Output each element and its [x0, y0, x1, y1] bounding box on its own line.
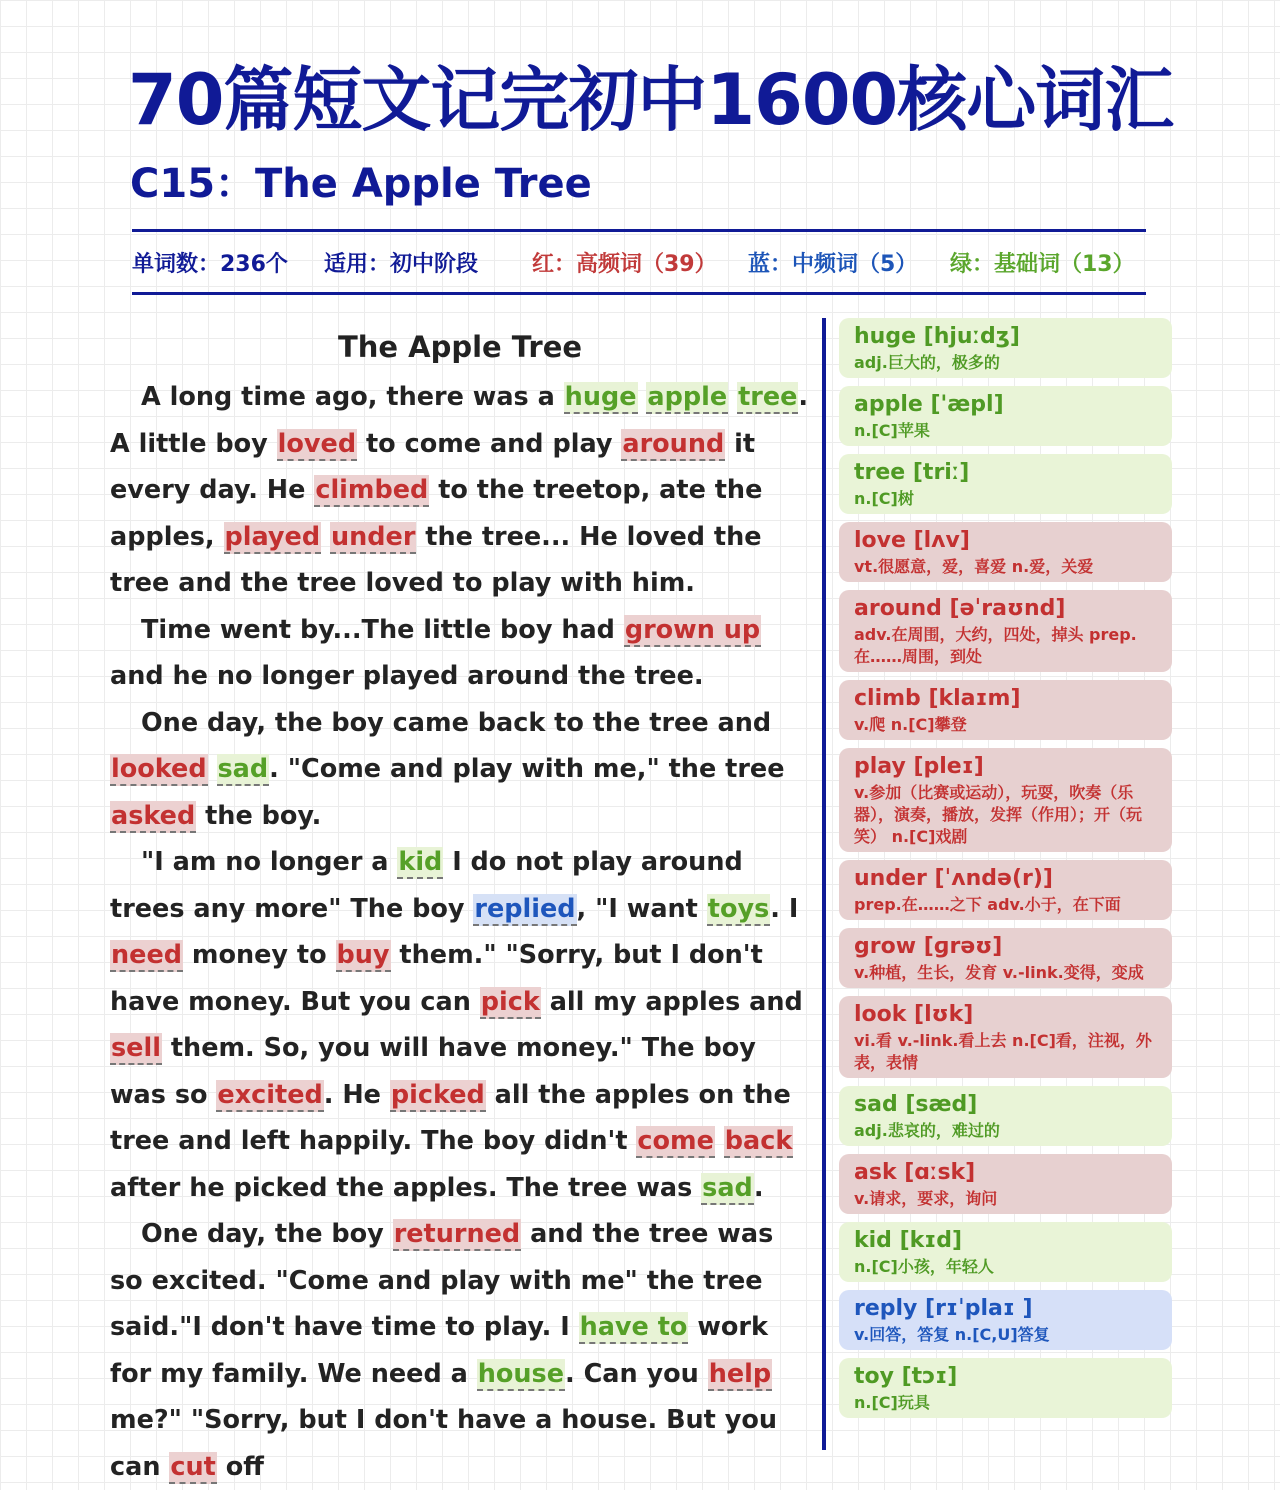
- vocab-card: [839, 996, 1172, 1078]
- article-paragraph: [110, 700, 810, 840]
- vocab-card: [839, 860, 1172, 920]
- text-segment: . "Come and play with me," the tree: [269, 754, 785, 784]
- highlighted-word: apple: [647, 382, 728, 412]
- vocab-card: [839, 928, 1172, 988]
- highlighted-word: back: [724, 1126, 793, 1156]
- vocab-definition: v.种植，生长，发育 v.-link.变得，变成: [854, 963, 1144, 982]
- highlighted-word: under: [330, 521, 416, 552]
- lesson-subtitle: C15：The Apple Tree: [130, 161, 592, 207]
- vocab-word: toy [tɔɪ]: [854, 1364, 958, 1389]
- vocab-definition: n.[C]小孩，年轻人: [854, 1257, 994, 1276]
- vocab-card: [839, 386, 1172, 446]
- article-paragraph: [110, 1211, 810, 1490]
- highlighted-word: climbed: [315, 475, 429, 505]
- vertical-divider: [822, 318, 826, 1450]
- text-segment: .: [753, 1172, 764, 1203]
- text-segment: "I am no longer a: [141, 847, 398, 877]
- vocab-definition: n.[C]苹果: [854, 421, 930, 440]
- vocabulary-list: [839, 318, 1172, 1426]
- text-segment: off: [216, 1451, 264, 1482]
- vocab-word: around [əˈraʊnd]: [854, 596, 1066, 621]
- text-segment: me?" "Sorry, but I don't have a house. But you can: [110, 1405, 778, 1482]
- text-segment: I do not play around trees any more" The boy: [110, 847, 743, 924]
- text-segment: . A little boy: [110, 382, 809, 459]
- vocab-word: ask [ɑːsk]: [854, 1160, 976, 1185]
- highlighted-word: sad: [702, 1172, 753, 1203]
- highlighted-word: help: [708, 1358, 772, 1389]
- text-segment: after he picked the apples. The tree was: [110, 1172, 702, 1203]
- vocab-definition: v.爬 n.[C]攀登: [854, 715, 967, 734]
- vocab-definition: n.[C]玩具: [854, 1393, 930, 1412]
- article-paragraph: [110, 607, 810, 700]
- vocab-definition: adj.悲哀的，难过的: [854, 1121, 1000, 1140]
- legend-red: 红：高频词（39）: [532, 252, 717, 277]
- text-segment: Time went by...The little boy had: [141, 614, 624, 645]
- highlighted-word: pick: [480, 986, 540, 1017]
- vocab-word: apple ['æpl]: [854, 392, 1004, 417]
- top-divider: [132, 229, 1146, 232]
- highlighted-word: replied: [474, 893, 576, 924]
- vocab-definition: prep.在……之下 adv.小于，在下面: [854, 895, 1121, 914]
- highlighted-word: grown up: [624, 614, 761, 645]
- page-title: 70篇短文记完初中1600核心词汇: [128, 59, 1174, 141]
- vocab-card: [839, 1222, 1172, 1282]
- highlighted-word: need: [111, 940, 182, 970]
- text-segment: and the tree was so excited. "Come and play with me" the tree said."I don't have time to play. I: [110, 1219, 774, 1342]
- highlighted-word: kid: [398, 847, 443, 877]
- text-segment: them." "Sorry, but I don't have money. But you can: [110, 940, 763, 1017]
- legend-green: 绿：基础词（13）: [950, 252, 1135, 277]
- highlighted-word: cut: [170, 1451, 216, 1482]
- highlighted-word: returned: [393, 1219, 521, 1249]
- highlighted-word: tree: [738, 382, 798, 412]
- vocab-word: play [pleɪ]: [854, 754, 984, 779]
- article-paragraph: [110, 839, 810, 1211]
- text-segment: all the apples on the tree and left happily. The boy didn't: [110, 1079, 791, 1156]
- text-segment: them. So, you will have money." The boy was so: [110, 1033, 756, 1110]
- text-segment: to the treetop, ate the apples,: [110, 475, 763, 552]
- legend-blue: 蓝：中频词（5）: [748, 252, 918, 277]
- vocab-word: kid [kɪd]: [854, 1228, 963, 1253]
- vocab-word: sad [sæd]: [854, 1092, 978, 1117]
- vocab-definition: v.回答，答复 n.[C,U]答复: [854, 1325, 1050, 1344]
- highlighted-word: loved: [277, 428, 357, 459]
- highlighted-word: house: [477, 1358, 564, 1389]
- text-segment: One day, the boy came back to the tree and: [141, 707, 772, 738]
- vocab-card: [839, 454, 1172, 514]
- vocab-word: tree [triː]: [854, 460, 970, 485]
- vocab-card: [839, 748, 1172, 852]
- vocab-card: [839, 1154, 1172, 1214]
- highlighted-word: around: [622, 428, 725, 459]
- vocab-word: under [ˈʌndə(r)]: [854, 866, 1053, 891]
- vocab-definition: v.参加（比赛或运动），玩耍，吹奏（乐器），演奏，播放，发挥（作用）；开（玩笑） n.[C]戏剧: [854, 783, 1143, 846]
- highlighted-word: huge: [564, 382, 637, 412]
- vocab-card: [839, 1086, 1172, 1146]
- article-title: The Apple Tree: [337, 330, 583, 364]
- vocab-word: grow [ɡrəʊ]: [854, 934, 1003, 959]
- vocab-definition: adj.巨大的，极多的: [854, 353, 1000, 372]
- text-segment: A long time ago, there was a: [141, 382, 564, 412]
- vocab-definition: adv.在周围，大约，四处，掉头 prep.在……周围，到处: [854, 625, 1137, 666]
- vocab-word: climb [klaɪm]: [854, 686, 1021, 711]
- text-segment: . Can you: [565, 1358, 708, 1389]
- vocab-word: huge [hjuːdʒ]: [854, 324, 1020, 349]
- text-segment: . He: [323, 1079, 390, 1110]
- vocab-card: [839, 522, 1172, 582]
- article-paragraph: [110, 374, 810, 607]
- highlighted-word: buy: [336, 940, 390, 970]
- highlighted-word: picked: [390, 1079, 485, 1110]
- highlighted-word: come: [637, 1126, 714, 1156]
- bottom-divider: [132, 292, 1146, 295]
- vocab-definition: vi.看 v.-link.看上去 n.[C]看，注视，外表，表情: [854, 1031, 1152, 1072]
- text-segment: [208, 754, 217, 784]
- vocab-card: [839, 680, 1172, 740]
- vocab-word: reply [rɪˈplaɪ ]: [854, 1296, 1033, 1321]
- text-segment: and he no longer played around the tree.: [110, 661, 704, 691]
- info-bar: [132, 248, 1146, 282]
- vocab-card: [839, 1358, 1172, 1418]
- text-segment: to come and play: [357, 428, 622, 459]
- word-count: 单词数：236个: [132, 252, 288, 277]
- highlighted-word: sad: [217, 754, 269, 784]
- highlighted-word: played: [224, 521, 321, 552]
- text-segment: One day, the boy: [141, 1219, 393, 1249]
- highlighted-word: toys: [707, 893, 770, 924]
- article-body: [110, 374, 810, 1490]
- vocab-card: [839, 590, 1172, 672]
- text-segment: work for my family. We need a: [110, 1312, 768, 1389]
- highlighted-word: looked: [111, 754, 207, 784]
- text-segment: the tree... He loved the tree and the tree loved to play with him.: [110, 521, 762, 598]
- highlighted-word: asked: [111, 800, 196, 831]
- text-segment: all my apples and: [540, 986, 803, 1017]
- highlighted-word: sell: [111, 1033, 161, 1063]
- vocab-card: [839, 318, 1172, 378]
- text-segment: it every day. He: [110, 428, 756, 505]
- text-segment: . I: [770, 893, 799, 924]
- vocab-definition: n.[C]树: [854, 489, 914, 508]
- highlighted-word: have to: [579, 1312, 688, 1342]
- text-segment: [728, 382, 737, 412]
- vocab-card: [839, 1290, 1172, 1350]
- level-label: 适用：初中阶段: [324, 252, 479, 277]
- text-segment: [321, 522, 330, 552]
- text-segment: [715, 1126, 724, 1156]
- text-segment: , "I want: [576, 893, 707, 924]
- vocab-word: love [lʌv]: [854, 528, 970, 553]
- highlighted-word: excited: [217, 1079, 323, 1110]
- vocab-definition: vt.很愿意，爱，喜爱 n.爱，关爱: [854, 557, 1094, 576]
- vocab-definition: v.请求，要求，询问: [854, 1189, 998, 1208]
- article: [110, 322, 810, 1490]
- text-segment: money to: [183, 940, 336, 970]
- text-segment: the boy.: [196, 800, 322, 831]
- vocab-word: look [lʊk]: [854, 1002, 974, 1027]
